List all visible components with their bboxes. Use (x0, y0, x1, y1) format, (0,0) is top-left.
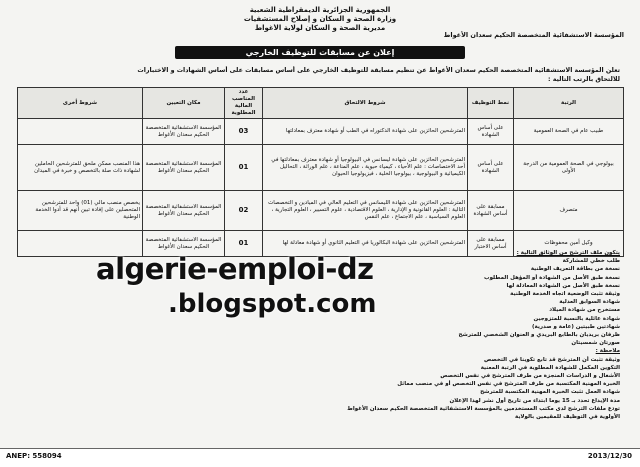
cell-conditions: المترشحين الحائزين على شهادة الليسانس في التعليم العالي في الميادين و التخصصات التالية : العلوم القانونية و الإدارية ، العلوم الاقتصادية ، علوم التسيير ، العلوم التجارية ، العلوم السياسية ، علم الاجتماع ، علم النفس (263, 191, 468, 231)
list-item: ظرفان بريديان بالطابع البريدي و العنوان الشخصي للمترشح (458, 332, 620, 339)
publication-date: 2013/12/30 (587, 452, 632, 460)
col-rank: الرتبة (514, 88, 624, 119)
cell-rank: طبيب عام في الصحة العمومية (514, 119, 624, 145)
list-item: مدة الإيداع تحدد بـ 15 يوما ابتداء من تاريخ أول نشر لهذا الإعلان (449, 397, 620, 404)
official-header (130, 6, 510, 33)
cell-rank: بيولوجي في الصحة العمومية من الدرجة الأولى (514, 145, 624, 191)
notes-heading: ملاحظة : (595, 348, 620, 355)
list-item: شهادة العمل تثبت الخبرة المهنية المكتسبة للمترشح (480, 389, 620, 396)
col-mode: نمط التوظيف (468, 88, 514, 119)
table-row (18, 145, 624, 191)
cell-place: المؤسسة الاستشفائية المتخصصة الحكيم سعدان الأغواط (143, 191, 225, 231)
cell-mode: على أساس الشهادة (468, 119, 514, 145)
cell-rank: متصرف (514, 191, 624, 231)
cell-other: هذا المنصب ممكن ملحق للمترشحين الحاملين لشهادة ذات صلة بالتخصص و خبرة في الميدان (18, 145, 143, 191)
table-row (18, 191, 624, 231)
list-item: مستخرج من شهادة الميلاد (549, 307, 620, 314)
list-item: شهادة عائلية بالنسبة للمتزوجين (533, 315, 620, 322)
list-item: التكوين المكمل للشهادة المطلوبة في الرتبة المعنية (480, 364, 620, 371)
cell-place: المؤسسة الاستشفائية المتخصصة الحكيم سعدان الأغواط (143, 119, 225, 145)
cell-conditions: المترشحين الحائزين على شهادة الدكتوراه في الطب أو شهادة معترف بمعادلتها (263, 119, 468, 145)
list-item: وثيقة تثبت أن المترشح قد تابع تكوينا في التخصص (483, 356, 620, 363)
cell-mode: مسابقة على أساس الشهادة (468, 191, 514, 231)
list-item: شهادتين طبيتين (عامة و صدرية) (531, 323, 620, 330)
page-footer (0, 448, 640, 467)
intro-line-2: للالتحاق بالرتب التالية : (548, 76, 620, 83)
cell-mode: على أساس الشهادة (468, 145, 514, 191)
cell-other (18, 119, 143, 145)
cell-place: المؤسسة الاستشفائية المتخصصة الحكيم سعدان الأغواط (143, 231, 225, 257)
col-count: عدد المناصب المالية المطلوبة (225, 88, 263, 119)
table-row (18, 119, 624, 145)
cell-mode: مسابقة على أساس الاختبار (468, 231, 514, 257)
cell-rank: وكيل أمين محفوظات (514, 231, 624, 257)
watermark-domain: .blogspot.com (168, 289, 377, 319)
header-ministry: وزارة الصحة و السكان و إصلاح المستشفيات (243, 15, 397, 23)
cell-count: 01 (225, 231, 263, 257)
cell-count: 03 (225, 119, 263, 145)
anep-reference: ANEP: 558094 (6, 452, 62, 460)
table-header-row (18, 88, 624, 119)
cell-place: المؤسسة الاستشفائية المتخصصة الحكيم سعدان الأغواط (143, 145, 225, 191)
cell-other: يخصص منصب مالي (01) واحد للمترشحين المتحصلين على إفادة تبين أنهم قد أدوا الخدمة الوطنية (18, 191, 143, 231)
list-item: نسخة من بطاقة التعريف الوطنية (530, 266, 620, 273)
cell-conditions: المترشحين الحائزين على شهادة البكالوريا في التعليم الثانوي أو شهادة معادلة لها (263, 231, 468, 257)
list-item: الأولوية في التوظيف للمقيمين بالولاية (515, 414, 620, 421)
list-item: نسخة طبق الأصل من الشهادة المعادلة لها (506, 282, 620, 289)
list-item: صورتان شمسيتان (571, 340, 620, 347)
col-place: مكان التعيين (143, 88, 225, 119)
institution-name: المؤسسة الاستشفائية المتخصصة الحكيم سعدان الأغواط (443, 31, 624, 39)
cell-conditions: المترشحين الحائزين على شهادة ليسانس في البيولوجيا أو شهادة معترف بمعادلتها في أحد الاختصاصات : علم الأحياء ، كيمياء حيوية ، علم المناعة ، علم الوراثة ، التحاليل الكيميائية و البيولوجية ، بيولوجيا الخلية ، فيزيولوجيا الحيوان (263, 145, 468, 191)
file-heading: يتكون ملف الترشح من الوثائق التالية : (516, 250, 620, 256)
cell-count: 02 (225, 191, 263, 231)
list-item: الخبرة المهنية المكتسبة من طرف المترشح في نفس التخصص أو في منصب مماثل (397, 381, 620, 388)
list-item: وثيقة تثبت الوضعية اتجاه الخدمة الوطنية (510, 291, 620, 298)
list-item: نسخة طبق الأصل من الشهادة أو المؤهل المطلوب (484, 274, 620, 281)
header-directorate: مديرية الصحة و السكان لولاية الأغواط (254, 24, 386, 32)
col-conditions: شروط الالتحاق (263, 88, 468, 119)
intro-paragraph (20, 66, 620, 84)
announcement-banner: إعلان عن مسابقات للتوظيف الخارجي (175, 46, 465, 59)
header-republic: الجمهورية الجزائرية الديمقراطية الشعبية (249, 6, 391, 14)
col-other: شروط أخرى (18, 88, 143, 119)
cell-count: 01 (225, 145, 263, 191)
list-item: طلب خطي للمشاركة (562, 258, 620, 265)
watermark-site-name: algerie-emploi-dz (96, 252, 374, 286)
list-item: الأشغال و الدراسات المنجزة من طرف المترشح في نفس التخصص (440, 373, 620, 380)
positions-table (17, 87, 624, 257)
list-item: تودع ملفات الترشح لدى مكتب المستخدمين بالمؤسسة الاستشفائية المتخصصة الحكيم سعدان الأغواط (347, 405, 620, 412)
intro-line-1: تعلن المؤسسة الاستشفائية المتخصصة الحكيم سعدان الأغواط عن تنظيم مسابقة للتوظيف الخارجي على أساس مسابقات على أساس الشهادات و الاختبارات (137, 67, 620, 74)
list-item: شهادة السوابق العدلية (559, 299, 620, 306)
